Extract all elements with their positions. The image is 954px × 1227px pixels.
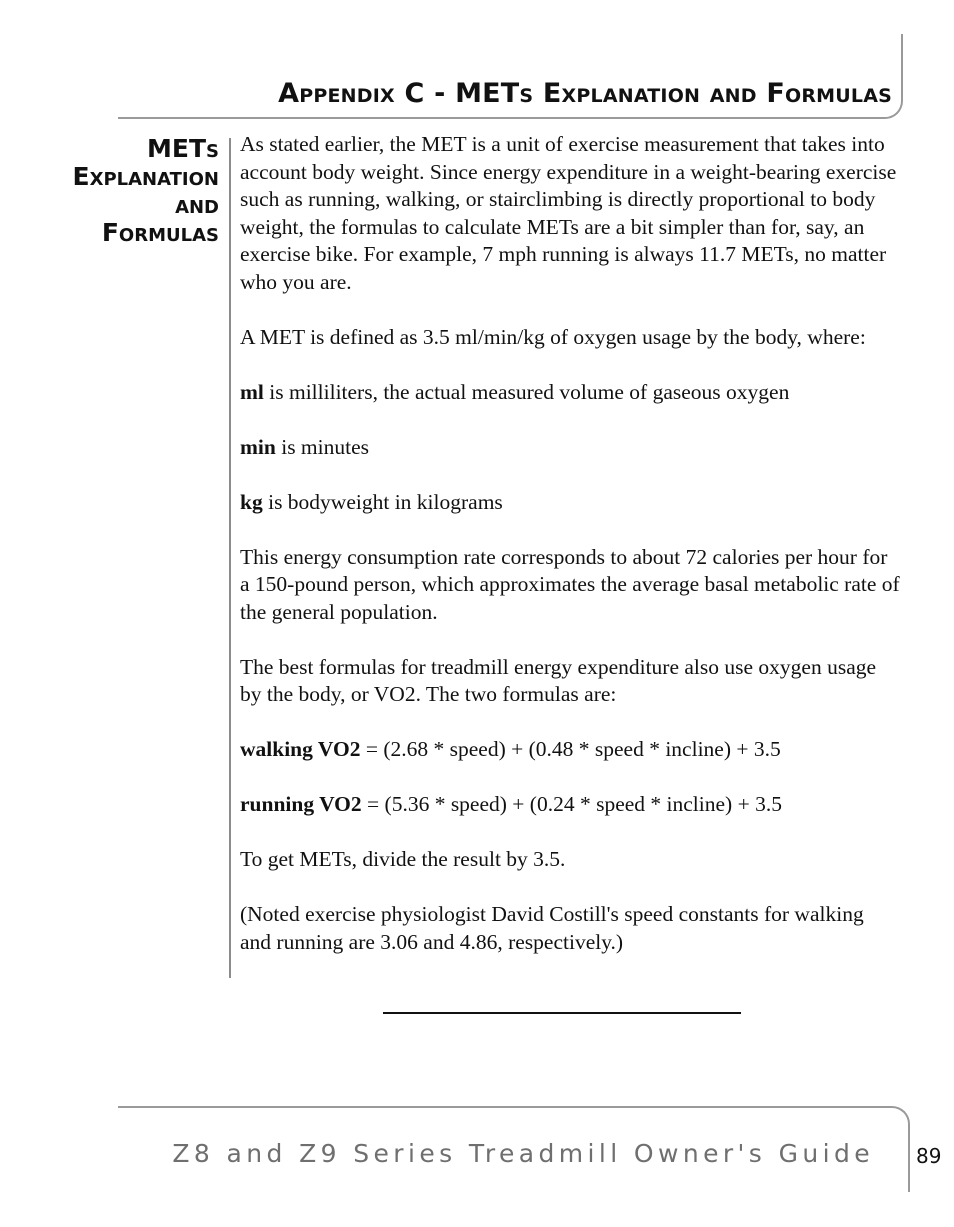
definition-min xyxy=(240,434,900,462)
formula-term: walking VO2 xyxy=(240,737,361,761)
definition-text: is milliliters, the actual measured volume of gaseous oxygen xyxy=(263,379,790,404)
definition-term: ml xyxy=(240,379,264,404)
definition-ml xyxy=(240,379,900,407)
paragraph-costill-note: (Noted exercise physiologist David Costill's speed constants for walking and running are 3.06 and 4.86, respectively.) xyxy=(240,902,864,954)
paragraph-divide: To get METs, divide the result by 3.5. xyxy=(240,847,566,871)
body-text xyxy=(240,131,900,984)
definition-term: min xyxy=(240,434,276,459)
definition-kg xyxy=(240,489,900,517)
section-heading xyxy=(73,135,220,247)
formula-walking xyxy=(240,736,900,764)
paragraph-vo2: The best formulas for treadmill energy expenditure also use oxygen usage by the body, or VO2. The two formulas are: xyxy=(240,654,877,706)
section-heading-line: and xyxy=(175,190,219,219)
definition-text: is minutes xyxy=(275,434,370,459)
formula-text: = (5.36 * speed) + (0.24 * speed * incline) + 3.5 xyxy=(361,792,782,816)
page-title: Appendix C - METs Explanation and Formulas xyxy=(278,78,892,109)
paragraph-calories: This energy consumption rate corresponds to about 72 calories per hour for a 150-pound person, which approximates the average basal metabolic rate of the general population. xyxy=(240,544,900,624)
formula-text: = (2.68 * speed) + (0.48 * speed * incline) + 3.5 xyxy=(360,737,781,761)
definition-term: kg xyxy=(240,489,263,514)
paragraph-met-definition: A MET is defined as 3.5 ml/min/kg of oxygen usage by the body, where: xyxy=(240,324,866,349)
section-heading-line: METs xyxy=(147,134,219,163)
formula-term: running VO2 xyxy=(240,792,362,816)
page-number: 89 xyxy=(916,1144,942,1168)
footer-title: Z8 and Z9 Series Treadmill Owner's Guide xyxy=(172,1139,874,1168)
definition-text: is bodyweight in kilograms xyxy=(262,489,503,514)
paragraph-intro: As stated earlier, the MET is a unit of exercise measurement that takes into account body weight. Since energy expenditure in a weight-bearing exercise such as running, walking, or stairclimbing is directly proportional to body weight, the formulas to calculate METs are a bit simpler than for, say, an exercise bike. For example, 7 mph running is always 11.7 METs, no matter who you are. xyxy=(240,132,897,294)
section-heading-line: Formulas xyxy=(101,218,219,247)
section-heading-line: Explanation xyxy=(72,162,219,191)
formula-running xyxy=(240,791,900,819)
end-of-section-rule xyxy=(383,1012,741,1014)
section-divider-line xyxy=(229,138,231,978)
